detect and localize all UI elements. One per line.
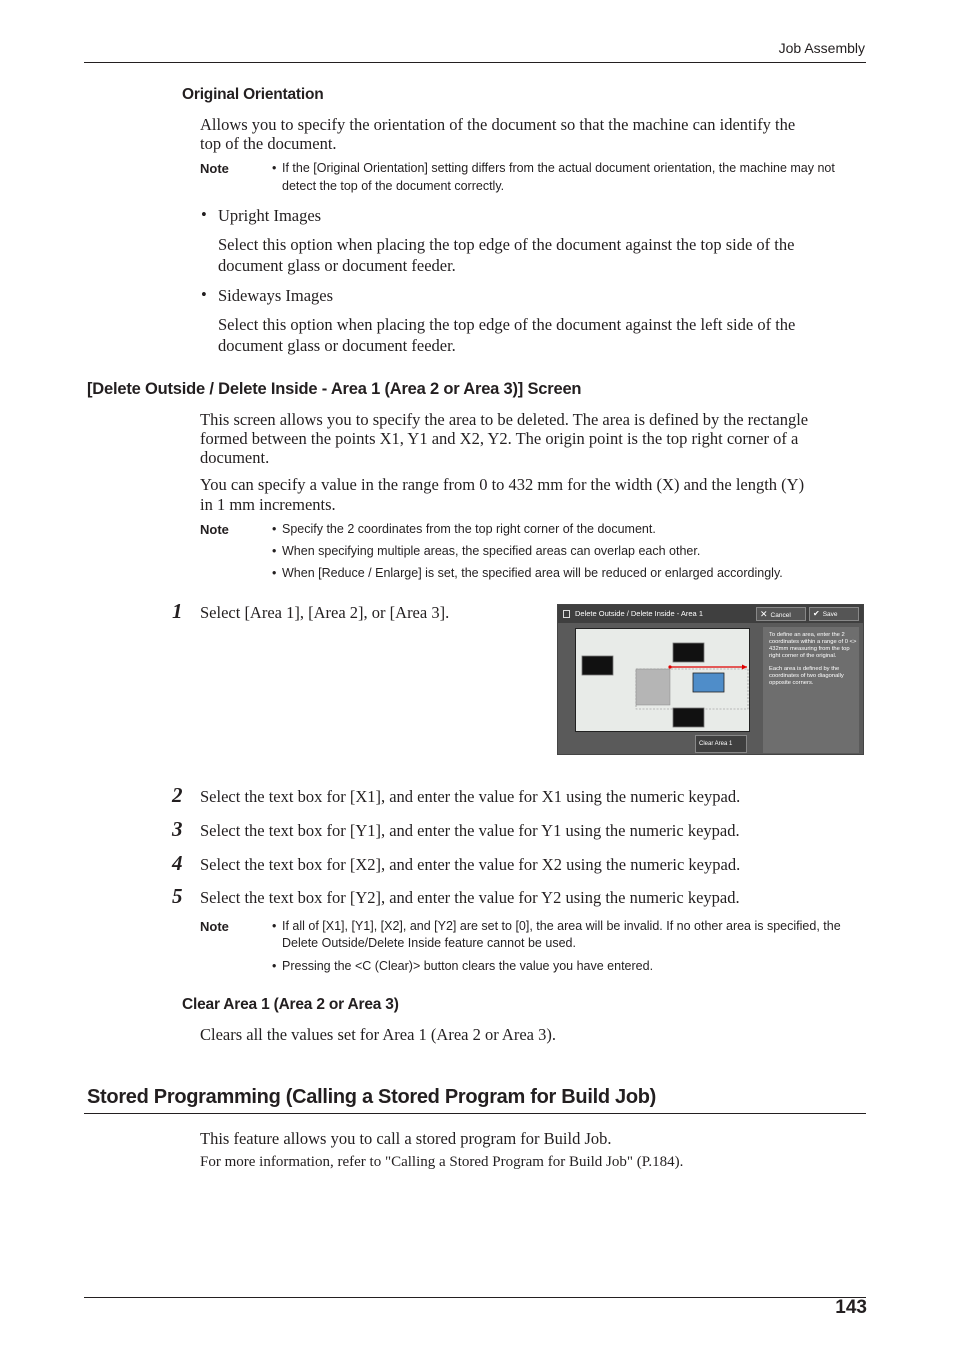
help-panel xyxy=(763,627,859,753)
delete-p1-line-1: This screen allows you to specify the area to be deleted. The area is defined by the rectangle xyxy=(200,410,809,429)
bullet-icon: • xyxy=(201,285,207,304)
note-bullet: • xyxy=(272,959,277,973)
step-number: 3 xyxy=(172,817,183,841)
delete-p1-line-2: formed between the points X1, Y1 and X2, Y2. The origin point is the top right corner of a xyxy=(200,429,799,448)
note-item-line-1: If all of [X1], [Y1], [X2], and [Y2] are set to [0], the area will be invalid. If no other area is specified, the xyxy=(282,919,841,933)
help-text xyxy=(769,632,857,687)
option-upright-title: Upright Images xyxy=(218,206,322,225)
original-orientation-heading: Original Orientation xyxy=(182,86,324,103)
note-item: When [Reduce / Enlarge] is set, the specified area will be reduced or enlarged accordingly. xyxy=(282,566,783,580)
option-upright-line-1: Select this option when placing the top edge of the document against the top side of the xyxy=(218,235,795,254)
step-text: Select the text box for [Y2], and enter the value for Y2 using the numeric keypad. xyxy=(200,888,740,907)
header-rule xyxy=(84,62,866,63)
note-label: Note xyxy=(200,161,229,176)
clear-area-button[interactable]: Clear Area 1 xyxy=(695,735,747,753)
step-text: Select the text box for [X2], and enter the value for X2 using the numeric keypad. xyxy=(200,855,741,874)
note-label: Note xyxy=(200,522,229,537)
area-diagram-panel xyxy=(575,628,750,732)
cancel-label: Cancel xyxy=(770,612,791,619)
note-bullet: • xyxy=(272,544,277,558)
option-sideways-line-1: Select this option when placing the top edge of the document against the left side of the xyxy=(218,315,796,334)
screenshot-title: Delete Outside / Delete Inside - Area 1 xyxy=(575,609,703,618)
save-label: Save xyxy=(822,611,838,618)
step-text: Select [Area 1], [Area 2], or [Area 3]. xyxy=(200,603,450,622)
step-text: Select the text box for [Y1], and enter the value for Y1 using the numeric keypad. xyxy=(200,821,740,840)
intro-line-1: Allows you to specify the orientation of the document so that the machine can identify the xyxy=(200,115,796,134)
delete-p2-line-1: You can specify a value in the range from 0 to 432 mm for the width (X) and the length (Y) xyxy=(200,475,805,494)
note-line-1: If the [Original Orientation] setting differs from the actual document orientation, the machine may not xyxy=(282,161,835,175)
option-upright-line-2: document glass or document feeder. xyxy=(218,256,456,275)
cancel-button[interactable] xyxy=(756,607,806,621)
stored-programming-heading: Stored Programming (Calling a Stored Program for Build Job) xyxy=(87,1086,657,1108)
note-item: When specifying multiple areas, the specified areas can overlap each other. xyxy=(282,544,701,558)
delete-area-screenshot xyxy=(557,604,864,755)
step-number: 5 xyxy=(172,884,183,908)
clear-area-text: Clears all the values set for Area 1 (Area 2 or Area 3). xyxy=(200,1025,556,1044)
document-icon xyxy=(563,610,570,618)
screenshot-title-bar xyxy=(558,605,863,623)
step-text: Select the text box for [X1], and enter the value for X1 using the numeric keypad. xyxy=(200,787,741,806)
area-diagram xyxy=(576,629,749,731)
save-button[interactable] xyxy=(809,607,859,621)
help-paragraph: To define an area, enter the 2 coordinates within a range of 0 <> 432mm measuring from the top right corner of the original. xyxy=(769,632,857,659)
note-bullet: • xyxy=(272,566,277,580)
step-number: 2 xyxy=(172,783,183,807)
note-item: Specify the 2 coordinates from the top right corner of the document. xyxy=(282,522,656,536)
delete-screen-heading: [Delete Outside / Delete Inside - Area 1 (Area 2 or Area 3)] Screen xyxy=(87,380,582,398)
note-line-2: detect the top of the document correctly. xyxy=(282,179,505,193)
running-header: Job Assembly xyxy=(778,40,865,56)
close-icon: ✕ xyxy=(760,609,768,619)
note-item-line-2: Delete Outside/Delete Inside feature cannot be used. xyxy=(282,936,576,950)
step-number: 1 xyxy=(172,599,183,623)
step-number: 4 xyxy=(172,851,183,875)
stored-programming-text: This feature allows you to call a stored program for Build Job. xyxy=(200,1129,612,1148)
note-bullet: • xyxy=(272,161,277,175)
note-label: Note xyxy=(200,919,229,934)
stored-programming-reference: For more information, refer to "Calling a Stored Program for Build Job" (P.184). xyxy=(200,1154,684,1170)
help-paragraph: Each area is defined by the coordinates of two diagonally opposite corners. xyxy=(769,666,844,686)
note-item: Pressing the <C (Clear)> button clears the value you have entered. xyxy=(282,959,654,973)
footer-rule xyxy=(84,1297,866,1298)
page-number: 143 xyxy=(835,1297,867,1318)
option-sideways-title: Sideways Images xyxy=(218,286,334,305)
clear-area-heading: Clear Area 1 (Area 2 or Area 3) xyxy=(182,996,399,1013)
note-bullet: • xyxy=(272,522,277,536)
bullet-icon: • xyxy=(201,205,207,224)
delete-p1-line-3: document. xyxy=(200,448,270,467)
delete-p2-line-2: in 1 mm increments. xyxy=(200,495,336,514)
option-sideways-line-2: document glass or document feeder. xyxy=(218,336,456,355)
note-bullet: • xyxy=(272,919,277,933)
intro-line-2: top of the document. xyxy=(200,134,337,153)
checkmark-icon: ✔ xyxy=(813,609,820,618)
section-rule xyxy=(84,1113,866,1114)
